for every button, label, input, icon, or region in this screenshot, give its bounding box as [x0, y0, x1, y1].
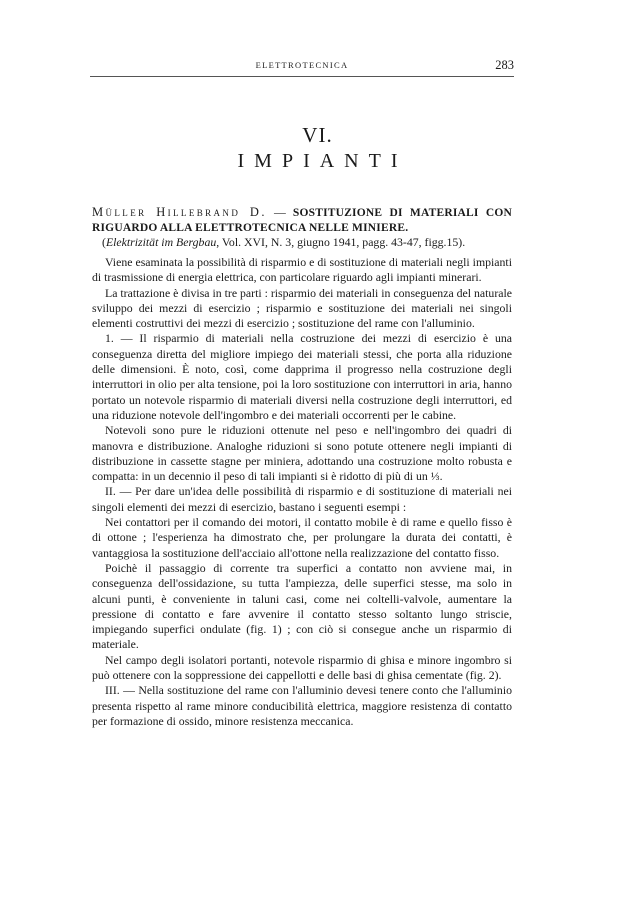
citation-details: , Vol. XVI, N. 3, giugno 1941, pagg. 43-47, figg.15). [216, 235, 466, 249]
citation-journal: Elektrizität im Bergbau [105, 235, 217, 249]
citation-open: ( [102, 235, 106, 249]
paragraph: Viene esaminata la possibilità di risparmio e di sostituzione di materiali negli impianti di trasmissione di energia elettrica, con particolare riguardo agli impianti minerari. [92, 255, 512, 285]
paragraph: La trattazione è divisa in tre parti : risparmio dei materiali in conseguenza del naturale sviluppo dei mezzi di esercizio ; risparmio e sostituzione dei materiali nei singoli elementi costruttivi dei mezzi di esercizio ; sostituzione del rame con l'alluminio. [92, 285, 512, 331]
running-title: ELETTROTECNICA [255, 60, 349, 70]
paragraph: Poichè il passaggio di corrente tra superfici a contatto non avviene mai, in conseguenza dell'ossidazione, su tutta l'ampiezza, delle superfici stesse, ma solo in alcuni punti, è conveniente in taluni casi, come nei coltelli-valvole, aumentare la pressione di contatto e fare avvenire il contatto stesso soltanto lungo striscie, impiegando superfici ondulate (fig. 1) ; con ciò si consegue anche un risparmio di materiale. [92, 560, 512, 652]
running-header [90, 58, 514, 76]
header-rule [90, 76, 514, 77]
page-number: 283 [495, 58, 514, 72]
paragraph: 1. — Il risparmio di materiali nella costruzione dei mezzi di esercizio è una conseguenza diretta del migliore impiego dei materiali stessi, che porta alla riduzione delle dimensioni. È noto, così, come dapprima il progresso nella costruzione degli interruttori in olio per alta tensione, poi la loro sostituzione con interruttori in aria, hanno portato un notevole risparmio di materiali diversi nella costruzione degli interruttori, ed una riduzione notevole dell'ingombro e dei materiali occorrenti per le cabine. [92, 331, 512, 422]
paragraph: II. — Per dare un'idea delle possibilità di risparmio e di sostituzione di materiali nei singoli elementi dei mezzi di esercizio, bastano i seguenti esempi : [92, 484, 512, 514]
paragraph: Notevoli sono pure le riduzioni ottenute nel peso e nell'ingombro dei quadri di manovra e distribuzione. Analoghe riduzioni si sono potute ottenere negli impianti di distribuzione in cassette stagne per miniera, adottando una costruzione molto robusta e compatta: in un decennio il peso di tali impianti si è ridotto di più di un ⅓. [92, 423, 512, 484]
entry-author: Müller Hillebrand D. [92, 205, 267, 219]
paragraph: Nel campo degli isolatori portanti, notevole risparmio di ghisa e minore ingombro si può ottenere con la soppressione dei cappellotti e delle basi di ghisa cementate (fig. 2). [92, 652, 512, 683]
paragraph: III. — Nella sostituzione del rame con l'alluminio devesi tenere conto che l'alluminio presenta rispetto al rame minore conducibilità elettrica, maggiore resistenza di contatto per formazione di ossido, minore resistenza meccanica. [92, 683, 512, 728]
paragraph: Nei contattori per il comando dei motori, il contatto mobile è di rame e quello fisso è di ottone ; l'esperienza ha dimostrato che, per prolungare la durata dei contatti, è vantaggiosa la sostituzione dell'acciaio all'ottone nella realizzazione del contatto fisso. [92, 515, 512, 560]
entry-title: SOSTITUZIONE DI MATERIALI CON RIGUARDO ALLA ELETTROTECNICA NELLE MINIERE. [92, 207, 512, 234]
entry-separator: — [266, 205, 293, 219]
chapter-number: VI. [302, 123, 333, 147]
entry-citation [92, 235, 512, 249]
bibliographic-entry [92, 205, 512, 249]
body-text [92, 205, 512, 729]
chapter-title: IMPIANTI [237, 150, 408, 172]
